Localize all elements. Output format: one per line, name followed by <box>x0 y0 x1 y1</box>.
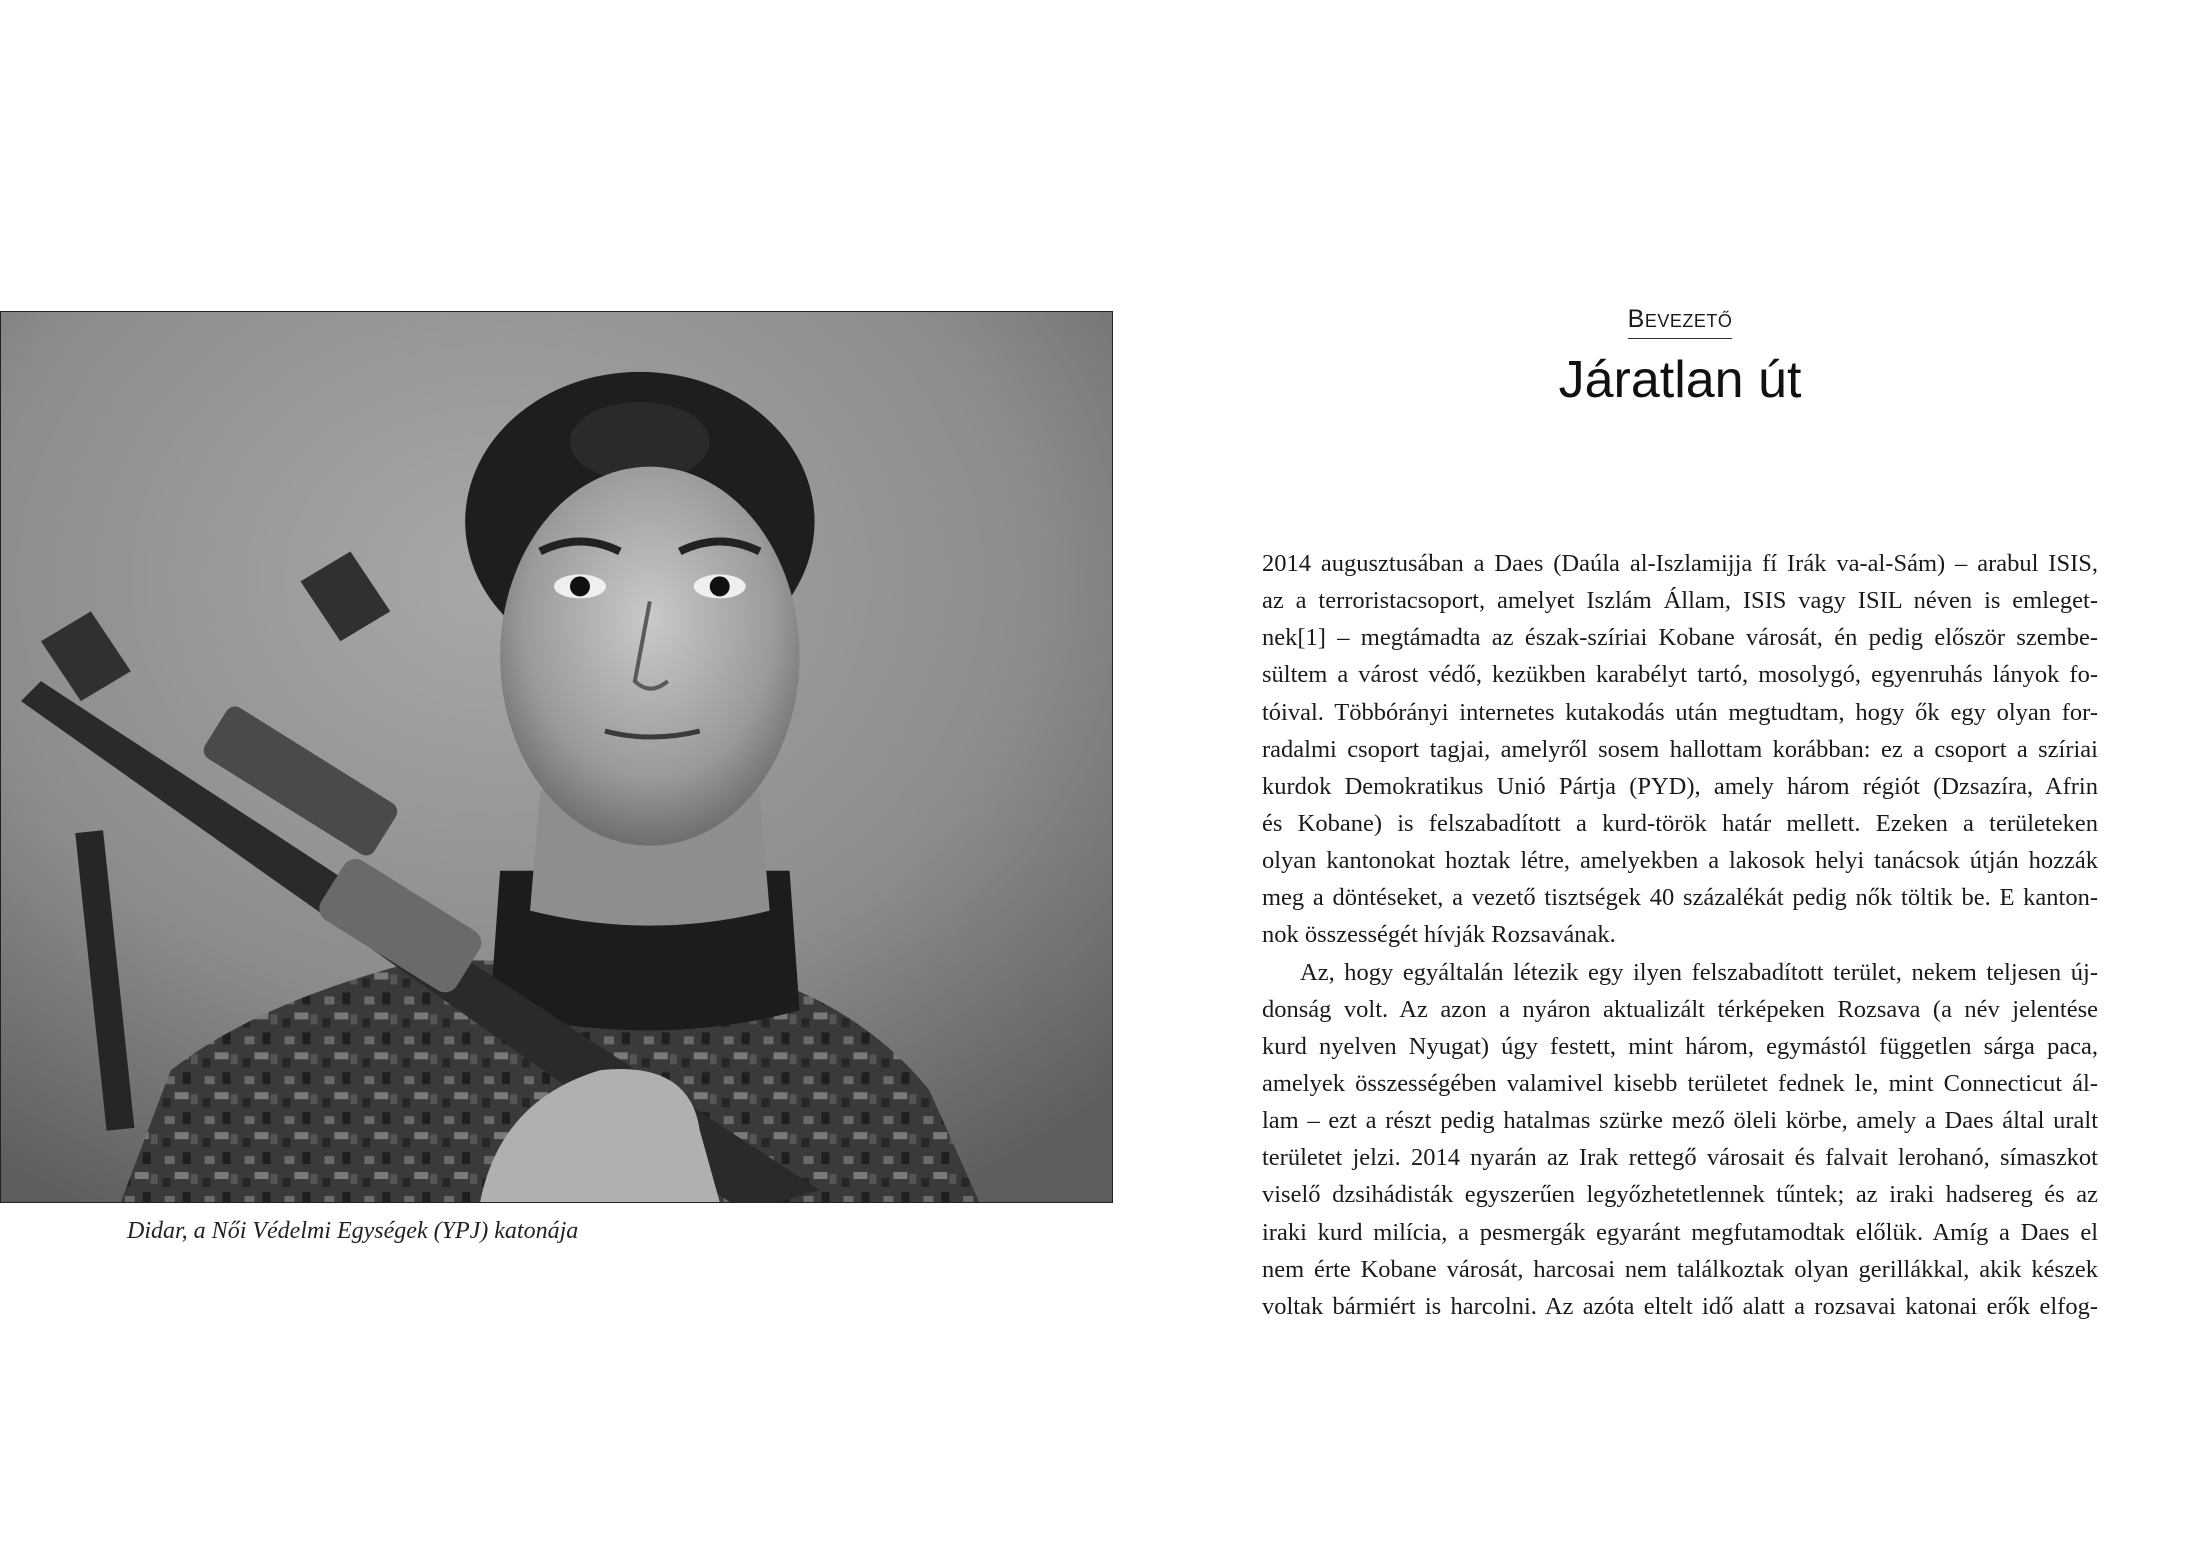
text-line: viselő dzsihádisták egyszerűen legyőzhetetlennek tűntek; az iraki hadsereg és az <box>1262 1181 2098 1209</box>
text-line: iraki kurd milícia, a pesmergák egyaránt megfutamodtak előlük. Amíg a Daes el <box>1262 1218 2098 1246</box>
text-line: meg a döntéseket, a vezető tisztségek 40 százalékát pedig nők töltik be. E kanton- <box>1262 884 2098 912</box>
text-line: területet jelzi. 2014 nyarán az Irak rettegő városait és falvait lerohanó, símaszkot <box>1262 1144 2098 1172</box>
text-line: radalmi csoport tagjai, amelyről sosem hallottam korábban: ez a csoport a szíriai <box>1262 735 2098 763</box>
text-line: olyan kantonokat hoztak létre, amelyekben a lakosok helyi tanácsok útján hozzák <box>1262 847 2098 875</box>
text-line: nok összességét hívják Rozsavának. <box>1262 921 1616 949</box>
body-text <box>1262 545 2098 1325</box>
portrait-photo-icon <box>1 312 1112 1202</box>
text-line: nek[1] – megtámadta az észak-szíriai Kobane városát, én pedig először szembe- <box>1262 624 2098 652</box>
text-line: lam – ezt a részt pedig hatalmas szürke mező öleli körbe, amely a Daes által uralt <box>1262 1107 2098 1135</box>
chapter-label <box>1262 305 2098 339</box>
paragraph <box>1262 545 2098 954</box>
text-line: nem érte Kobane városát, harcosai nem találkoztak olyan gerillákkal, akik készek <box>1262 1255 2098 1283</box>
text-line: tóival. Többórányi internetes kutakodás után megtudtam, hogy ők egy olyan for- <box>1262 698 2098 726</box>
text-line: voltak bármiért is harcolni. Az azóta eltelt idő alatt a rozsavai katonai erők elfog- <box>1262 1292 2098 1320</box>
text-line: donság volt. Az azon a nyáron aktualizált térképeken Rozsava (a név jelentése <box>1262 995 2098 1023</box>
portrait-photo <box>0 311 1113 1203</box>
text-line: amelyek összességében valamivel kisebb területet fednek le, mint Connecticut ál- <box>1262 1069 2098 1097</box>
chapter-label-text: Bevezető <box>1628 305 1733 339</box>
photo-caption: Didar, a Női Védelmi Egységek (YPJ) katonája <box>127 1218 579 1244</box>
paragraph <box>1262 954 2098 1325</box>
text-line: 2014 augusztusában a Daes (Daúla al-Iszlamijja fí Irák va-al-Sám) – arabul ISIS, <box>1262 550 2098 577</box>
text-line: az a terroristacsoport, amelyet Iszlám Állam, ISIS vagy ISIL néven is emleget- <box>1262 587 2098 615</box>
text-line: Az, hogy egyáltalán létezik egy ilyen felszabadított terület, nekem teljesen új- <box>1300 958 2098 986</box>
text-line: kurd nyelven Nyugat) úgy festett, mint három, egymástól független sárga paca, <box>1262 1032 2098 1060</box>
chapter-title: Járatlan út <box>1558 351 1802 409</box>
text-line: sültem a várost védő, kezükben karabélyt tartó, mosolygó, egyenruhás lányok fo- <box>1262 661 2098 689</box>
text-line: kurdok Demokratikus Unió Pártja (PYD), amely három régiót (Dzsazíra, Afrin <box>1262 772 2098 800</box>
text-line: és Kobane) is felszabadított a kurd-török határ mellett. Ezeken a területeken <box>1262 809 2098 837</box>
